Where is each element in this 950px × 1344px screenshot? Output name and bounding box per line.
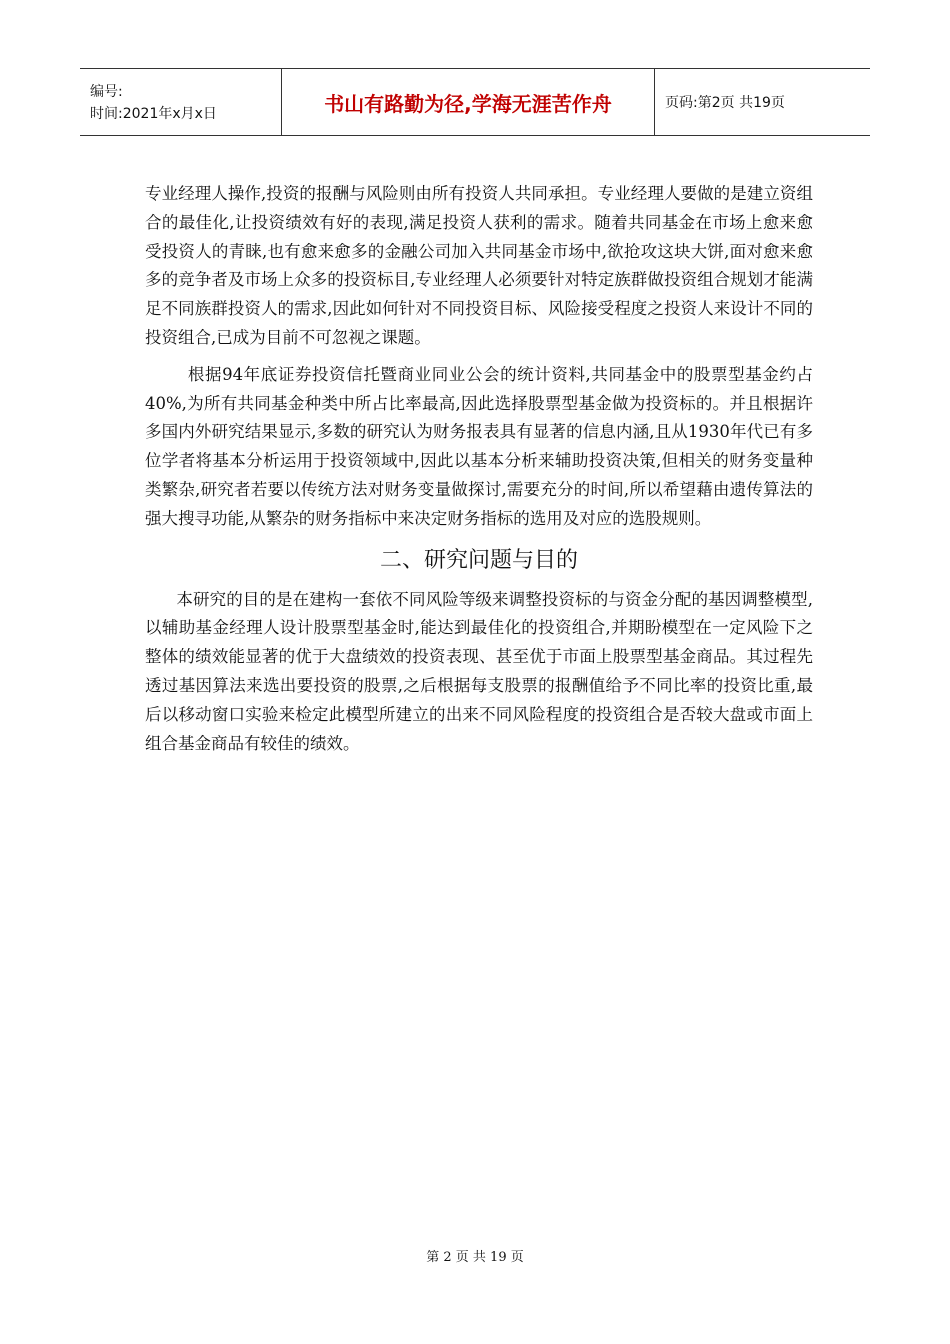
document-number-label: 编号: bbox=[90, 84, 123, 100]
header-page-info: 页码:第2页 共19页 bbox=[665, 95, 785, 111]
paragraph-2: 根据94年底证券投资信托暨商业同业公会的统计资料,共同基金中的股票型基金约占40%,为所有共同基金种类中所占比率最高,因此选择股票型基金做为投资标的。并且根据许多国内外研究结果显示,多数的研究认为财务报表具有显著的信息内涵,且从1930年代已有多位学者将基本分析运用于投资领域中,因此以基本分析来辅助投资决策,但相关的财务变量种类繁杂,研究者若要以传统方法对财务变量做探讨,需要充分的时间,所以希望藉由遗传算法的强大搜寻功能,从繁杂的财务指标中来决定财务指标的选用及对应的选股规则。 bbox=[145, 364, 813, 528]
section-title: 二、研究问题与目的 bbox=[379, 547, 578, 573]
page-footer: 第 2 页 共 19 页 bbox=[426, 1250, 524, 1265]
paragraph-3: 本研究的目的是在建构一套依不同风险等级来调整投资标的与资金分配的基因调整模型,以辅助基金经理人设计股票型基金时,能达到最佳化的投资组合,并期盼模型在一定风险下之整体的绩效能显著的优于大盘绩效的投资表现、甚至优于市面上股票型基金商品。其过程先透过基因算法来选出要投资的股票,之后根据每支股票的报酬值给予不同比率的投资比重,最后以移动窗口实验来检定此模型所建立的出来不同风险程度的投资组合是否较大盘或市面上组合基金商品有较佳的绩效。 bbox=[145, 589, 813, 753]
page-header bbox=[80, 68, 870, 136]
header-meta bbox=[80, 69, 282, 135]
header-slogan: 书山有路勤为径,学海无涯苦作舟 bbox=[282, 69, 655, 135]
document-body bbox=[145, 180, 813, 758]
paragraph-1: 专业经理人操作,投资的报酬与风险则由所有投资人共同承担。专业经理人要做的是建立资组合的最佳化,让投资绩效有好的表现,满足投资人获利的需求。随着共同基金在市场上愈来愈受投资人的青睐,也有愈来愈多的金融公司加入共同基金市场中,欲抢攻这块大饼,面对愈来愈多的竞争者及市场上众多的投资标目,专业经理人必须要针对特定族群做投资组合规划才能满足不同族群投资人的需求,因此如何针对不同投资目标、风险接受程度之投资人来设计不同的投资组合,已成为目前不可忽视之课题。 bbox=[145, 184, 813, 347]
document-date: 时间:2021年x月x日 bbox=[90, 106, 217, 122]
